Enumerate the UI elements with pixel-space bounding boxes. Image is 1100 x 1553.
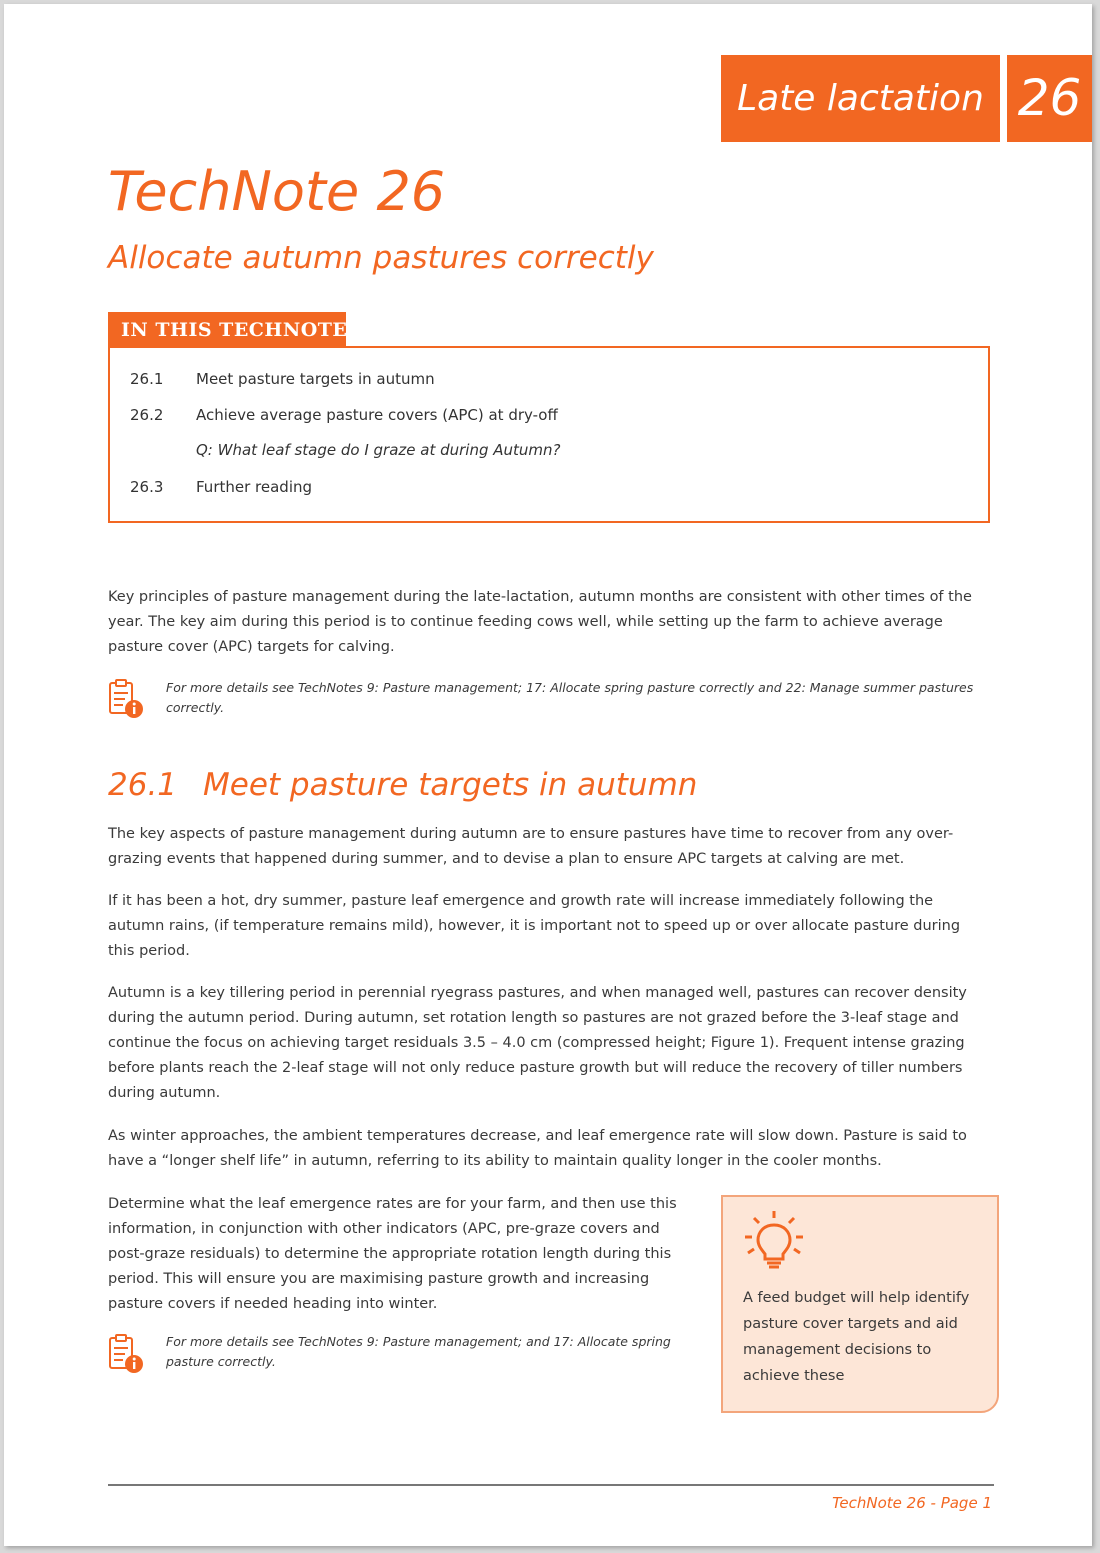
section-paragraph: The key aspects of pasture management during autumn are to ensure pastures have time to recover from any over-grazing events that happened during summer, and to devise a plan to ensure APC targets at calving are met. <box>108 826 954 867</box>
lightbulb-icon <box>741 1209 807 1275</box>
section-paragraph: As winter approaches, the ambient temperatures decrease, and leaf emergence rate will slow down. Pasture is said to have a “longer shelf life” in autumn, referring to its ability to maintain quality longer in the cooler months. <box>108 1128 967 1169</box>
toc-item-number: 26.2 <box>130 406 164 424</box>
info-document-icon <box>108 1334 144 1374</box>
footer-page-label: TechNote 26 - Page 1 <box>832 1494 992 1512</box>
toc-item[interactable] <box>130 370 435 388</box>
section-number-badge: 26 <box>1007 55 1092 142</box>
section-tab: Late lactation <box>721 55 1000 142</box>
toc-item-label: Further reading <box>196 478 313 496</box>
section-note: For more details see TechNotes 9: Pasture management; and 17: Allocate spring pasture correctly. <box>166 1334 671 1369</box>
page-title: TechNote 26 <box>108 160 446 223</box>
tip-box <box>721 1195 999 1413</box>
toc-heading: IN THIS TECHNOTE <box>108 312 346 348</box>
toc-item-label: Achieve average pasture covers (APC) at dry-off <box>196 406 558 424</box>
toc-item-number: 26.3 <box>130 478 164 496</box>
toc-item-label: Meet pasture targets in autumn <box>196 370 435 388</box>
toc-box <box>108 346 990 523</box>
section-heading-title: Meet pasture targets in autumn <box>203 767 698 803</box>
toc-item-label: Q: What leaf stage do I graze at during Autumn? <box>196 441 561 459</box>
section-paragraph: Determine what the leaf emergence rates are for your farm, and then use this information, in conjunction with other indicators (APC, pre-graze covers and post-graze residuals) to determine the appropriate rotation length during this period. This will ensure you are maximising pasture growth and increasing pasture covers if needed heading into winter. <box>108 1196 677 1312</box>
section-paragraph: If it has been a hot, dry summer, pasture leaf emergence and growth rate will increase immediately following the autumn rains, (if temperature remains mild), however, it is important not to speed up or over allocate pasture during this period. <box>108 893 961 959</box>
tip-text: A feed budget will help identify pasture cover targets and aid management decisions to achieve these <box>743 1290 970 1384</box>
footer-divider <box>108 1484 994 1486</box>
section-heading <box>108 767 697 803</box>
section-paragraph: Autumn is a key tillering period in perennial ryegrass pastures, and when managed well, pastures can recover density during the autumn period. During autumn, set rotation length so pastures are not grazed before the 3-leaf stage and continue the focus on achieving target residuals 3.5 – 4.0 cm (compressed height; Figure 1). Frequent intense grazing before plants reach the 2-leaf stage will not only reduce pasture growth but will reduce the recovery of tiller numbers during autumn. <box>108 985 967 1101</box>
toc-item[interactable] <box>130 406 558 424</box>
intro-paragraph: Key principles of pasture management during the late-lactation, autumn months are consistent with other times of the year. The key aim during this period is to continue feeding cows well, while setting up the farm to achieve average pasture cover (APC) targets for calving. <box>108 589 972 655</box>
intro-note: For more details see TechNotes 9: Pasture management; 17: Allocate spring pasture correctly and 22: Manage summer pastures correctly. <box>166 680 974 715</box>
toc-item-number: 26.1 <box>130 370 164 388</box>
page-subtitle: Allocate autumn pastures correctly <box>108 240 654 276</box>
info-document-icon <box>108 679 144 719</box>
document-page <box>4 4 1092 1546</box>
toc-item[interactable] <box>130 478 312 496</box>
section-heading-number: 26.1 <box>108 767 178 803</box>
toc-item[interactable] <box>130 441 561 459</box>
